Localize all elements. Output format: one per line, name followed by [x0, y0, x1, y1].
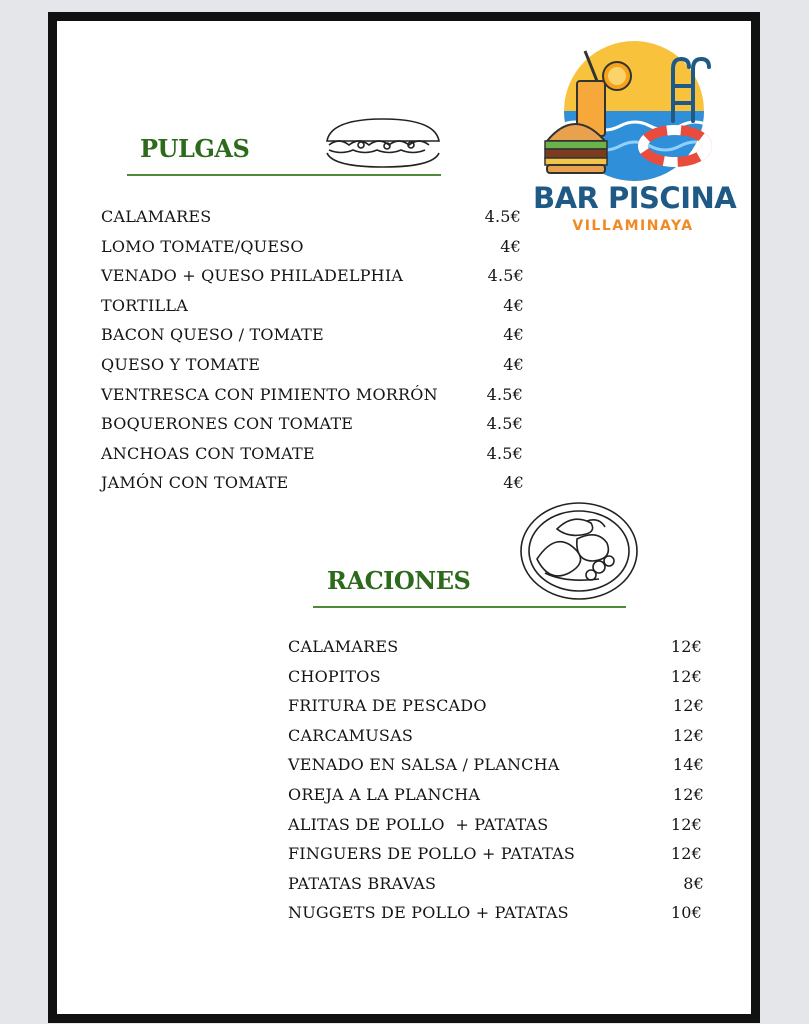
- item-name: CALAMARES: [288, 637, 399, 656]
- raciones-list: [288, 637, 702, 933]
- menu-item: [288, 726, 702, 756]
- item-price: 4€: [500, 236, 521, 256]
- item-name: NUGGETS DE POLLO + PATATAS: [288, 903, 569, 923]
- menu-item: [288, 667, 702, 697]
- food-plate-icon: [517, 499, 641, 603]
- item-name: TORTILLA: [101, 295, 188, 315]
- item-name: ANCHOAS CON TOMATE: [101, 443, 315, 463]
- item-name: CALAMARES: [101, 207, 212, 226]
- item-name: PATATAS BRAVAS: [288, 873, 437, 893]
- item-price: 4.5€: [486, 443, 523, 463]
- pulgas-list: [101, 207, 524, 503]
- item-name: QUESO Y TOMATE: [101, 354, 261, 374]
- item-price: 4€: [503, 295, 524, 315]
- item-name: JAMÓN CON TOMATE: [101, 473, 289, 493]
- item-price: 12€: [670, 844, 702, 864]
- menu-item: [288, 903, 702, 933]
- menu-item: [288, 844, 702, 874]
- menu-item: [101, 444, 521, 474]
- menu-item: [288, 637, 702, 667]
- raciones-heading: RACIONES: [327, 566, 471, 595]
- menu-item: [101, 385, 521, 415]
- item-price: 12€: [672, 784, 704, 804]
- item-name: BACON QUESO / TOMATE: [101, 325, 324, 345]
- sandwich-icon: [321, 115, 445, 169]
- item-name: ALITAS DE POLLO + PATATAS: [288, 814, 549, 834]
- item-price: 4€: [503, 325, 524, 345]
- menu-item: [288, 815, 702, 845]
- raciones-divider: [313, 606, 626, 608]
- menu-item: [101, 207, 521, 237]
- menu-item: [288, 785, 702, 815]
- item-price: 4.5€: [486, 414, 523, 434]
- item-price: 12€: [672, 725, 704, 745]
- menu-item: [101, 414, 521, 444]
- menu-item: [288, 696, 702, 726]
- pool-scene-icon: [515, 31, 755, 181]
- menu-item: [101, 266, 524, 296]
- item-price: 10€: [670, 903, 702, 923]
- pulgas-divider: [127, 174, 441, 176]
- item-name: OREJA A LA PLANCHA: [288, 784, 481, 804]
- item-name: VENTRESCA CON PIMIENTO MORRÓN: [101, 384, 438, 404]
- menu-page: [48, 12, 760, 1023]
- menu-item: [101, 473, 524, 503]
- item-name: BOQUERONES CON TOMATE: [101, 414, 354, 434]
- menu-item: [288, 874, 702, 904]
- pulgas-heading: PULGAS: [140, 134, 250, 163]
- item-name: CARCAMUSAS: [288, 725, 413, 745]
- item-name: VENADO EN SALSA / PLANCHA: [288, 755, 560, 775]
- item-price: 12€: [670, 637, 702, 656]
- item-price: 4.5€: [487, 266, 524, 286]
- menu-item: [288, 755, 702, 785]
- item-price: 12€: [670, 666, 702, 686]
- item-price: 4€: [503, 473, 524, 493]
- menu-item: [101, 325, 524, 355]
- item-name: FRITURA DE PESCADO: [288, 696, 487, 716]
- item-price: 14€: [672, 755, 704, 775]
- item-name: FINGUERS DE POLLO + PATATAS: [288, 844, 576, 864]
- item-name: LOMO TOMATE/QUESO: [101, 236, 304, 256]
- item-price: 8€: [683, 873, 704, 893]
- item-name: VENADO + QUESO PHILADELPHIA: [101, 266, 404, 286]
- item-price: 4.5€: [484, 207, 521, 226]
- menu-item: [101, 237, 521, 267]
- item-price: 4.5€: [486, 384, 523, 404]
- bar-logo: [515, 31, 755, 249]
- item-price: 4€: [503, 354, 524, 374]
- logo-name: BAR PISCINA: [533, 181, 737, 215]
- menu-item: [101, 295, 524, 326]
- item-price: 12€: [672, 696, 704, 716]
- item-price: 12€: [670, 814, 702, 834]
- item-name: CHOPITOS: [288, 666, 381, 686]
- logo-subtitle: VILLAMINAYA: [572, 218, 694, 234]
- menu-item: [101, 354, 524, 385]
